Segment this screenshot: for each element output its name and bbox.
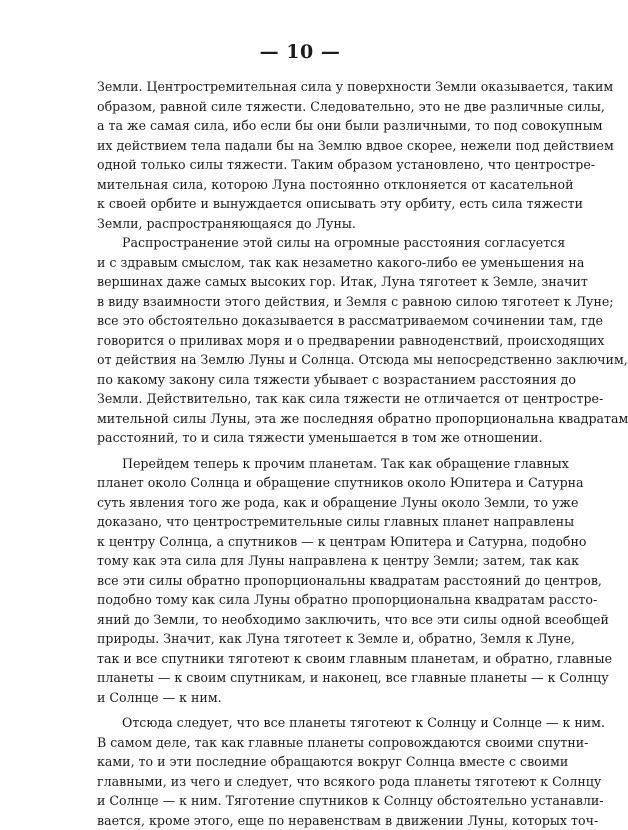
text-line: планет около Солнца и обращение спутников около Юпитера и Сатурна xyxy=(97,473,509,493)
text-line: главными, из чего и следует, что всякого рода планеты тяготеют к Солнцу xyxy=(97,772,509,792)
text-line: мительная сила, которою Луна постоянно отклоняется от касательной xyxy=(97,175,509,195)
paragraph-1 xyxy=(97,77,509,233)
text-line: природы. Значит, как Луна тяготеет к Земле и, обратно, Земля к Луне, xyxy=(97,629,509,649)
page-number: — 10 — xyxy=(0,40,600,64)
text-line: Распространение этой силы на огромные расстояния согласуется xyxy=(97,233,509,253)
text-line: подобно тому как сила Луны обратно пропорциональна квадратам рассто- xyxy=(97,590,509,610)
text-line: от действия на Землю Луны и Солнца. Отсюда мы непосредственно заключим, xyxy=(97,350,509,370)
text-line: суть явления того же рода, как и обращение Луны около Земли, то уже xyxy=(97,493,509,513)
text-line: Земли. Центростремительная сила у поверхности Земли оказывается, таким xyxy=(97,77,509,97)
text-line: и Солнце — к ним. Тяготение спутников к Солнцу обстоятельно устанавли- xyxy=(97,791,509,811)
text-line: все это обстоятельно доказывается в рассматриваемом сочинении там, где xyxy=(97,311,509,331)
text-line: в виду взаимности этого действия, и Земля с равною силою тяготеет к Луне; xyxy=(97,292,509,312)
text-line: В самом деле, так как главные планеты сопровождаются своими спутни- xyxy=(97,733,509,753)
text-line: расстояний, то и сила тяжести уменьшается в том же отношении. xyxy=(97,428,509,448)
text-line: по какому закону сила тяжести убывает с возрастанием расстояния до xyxy=(97,370,509,390)
text-line: вается, кроме этого, еще по неравенствам в движении Луны, которых точ- xyxy=(97,811,509,830)
text-line: Перейдем теперь к прочим планетам. Так как обращение главных xyxy=(97,454,509,474)
text-line: а та же самая сила, ибо если бы они были различными, то под совокупным xyxy=(97,116,509,136)
paragraph-3 xyxy=(97,454,509,708)
text-line: вершинах даже самых высоких гор. Итак, Луна тяготеет к Земле, значит xyxy=(97,272,509,292)
text-line: к своей орбите и вынуждается описывать эту орбиту, есть сила тяжести xyxy=(97,194,509,214)
text-line: мительной силы Луны, эта же последняя обратно пропорциональна квадратам xyxy=(97,409,509,429)
text-line: яний до Земли, то необходимо заключить, что все эти силы одной всеобщей xyxy=(97,610,509,630)
paragraph-2 xyxy=(97,233,509,448)
text-line: образом, равной силе тяжести. Следовательно, это не две различные силы, xyxy=(97,97,509,117)
body-text xyxy=(97,77,509,830)
text-line: тому как эта сила для Луны направлена к центру Земли; затем, так как xyxy=(97,551,509,571)
text-line: Земли. Действительно, так как сила тяжести не отличается от центростре- xyxy=(97,389,509,409)
text-line: Земли, распространяющаяся до Луны. xyxy=(97,214,509,234)
text-line: Отсюда следует, что все планеты тяготеют к Солнцу и Солнце — к ним. xyxy=(97,713,509,733)
text-line: говорится о приливах моря и о предварении равноденствий, происходящих xyxy=(97,331,509,351)
text-line: доказано, что центростремительные силы главных планет направлены xyxy=(97,512,509,532)
text-line: их действием тела падали бы на Землю вдвое скорее, нежели под действием xyxy=(97,136,509,156)
text-line: все эти силы обратно пропорциональны квадратам расстояний до центров, xyxy=(97,571,509,591)
text-line: ками, то и эти последние обращаются вокруг Солнца вместе с своими xyxy=(97,752,509,772)
paragraph-4 xyxy=(97,713,509,830)
text-line: к центру Солнца, а спутников — к центрам Юпитера и Сатурна, подобно xyxy=(97,532,509,552)
text-line: и с здравым смыслом, так как незаметно какого-либо ее уменьшения на xyxy=(97,253,509,273)
text-line: так и все спутники тяготеют к своим главным планетам, и обратно, главные xyxy=(97,649,509,669)
text-line: планеты — к своим спутникам, и наконец, все главные планеты — к Солнцу xyxy=(97,668,509,688)
text-line: и Солнце — к ним. xyxy=(97,688,509,708)
text-line: одной только силы тяжести. Таким образом установлено, что центростре- xyxy=(97,155,509,175)
